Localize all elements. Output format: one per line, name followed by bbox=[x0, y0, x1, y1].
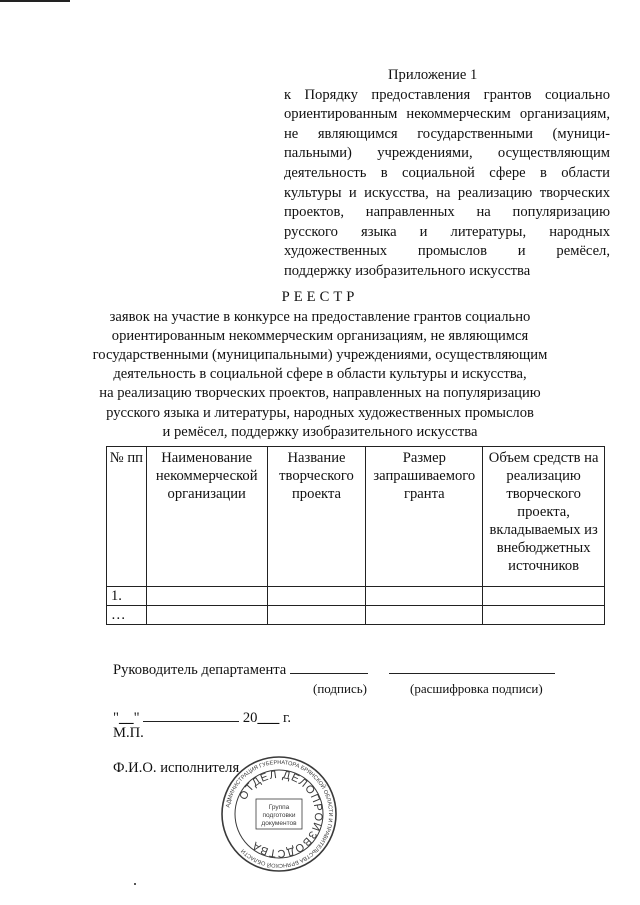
col-header-extra-funds: Объем средств на реализацию творческого проекта, вкладываемых из внебюджетных источников bbox=[483, 447, 605, 587]
date-quote: " bbox=[133, 710, 140, 726]
date-year-prefix: 20 bbox=[242, 710, 258, 726]
table-cell bbox=[366, 587, 483, 606]
signature-label: Руководитель департамента bbox=[113, 662, 287, 678]
registry-title: РЕЕСТР bbox=[281, 289, 359, 305]
decode-caption: (расшифровка подписи) bbox=[410, 681, 543, 696]
registry-line: заявок на участие в конкурсе на предоставление грантов социально bbox=[109, 309, 531, 326]
date-quote: " bbox=[113, 710, 119, 726]
table-cell bbox=[483, 606, 605, 625]
top-rule bbox=[0, 0, 70, 2]
registry-line: русского языка и литературы, народных художественных промыслов bbox=[106, 404, 534, 421]
signature-decode-blank bbox=[389, 659, 555, 674]
date-line bbox=[113, 707, 291, 727]
executor-label: Ф.И.О. исполнителя bbox=[113, 760, 240, 776]
signature-blank bbox=[290, 659, 368, 674]
official-stamp bbox=[220, 755, 338, 873]
table-cell bbox=[267, 606, 366, 625]
date-suffix: г. bbox=[282, 710, 291, 726]
date-day-blank: __ bbox=[118, 710, 134, 726]
appendix-line: русского языка и литературы, народных bbox=[284, 223, 610, 240]
registry-line: ориентированным некоммерческим организациям, не являющимся bbox=[111, 328, 529, 345]
stamp-center-line: документов bbox=[261, 820, 297, 827]
appendix-line: не являющимся государственными (муници- bbox=[284, 125, 610, 142]
appendix-line: пальными) учреждениями, осуществляющим bbox=[284, 145, 610, 162]
appendix-line: деятельность в социальной сфере в области bbox=[284, 164, 610, 181]
stamp-center-line: подготовки bbox=[262, 812, 296, 819]
table-cell bbox=[146, 587, 267, 606]
scan-speck bbox=[134, 883, 136, 885]
appendix-line: к Порядку предоставления грантов социально bbox=[284, 86, 610, 103]
table-row bbox=[107, 587, 605, 606]
signature-line bbox=[113, 659, 555, 679]
col-header-number: № пп bbox=[107, 447, 147, 587]
appendix-line: поддержку изобразительного искусства bbox=[284, 262, 531, 279]
registry-line: государственными (муниципальными) учреждениями, осуществляющим bbox=[92, 347, 548, 364]
table-cell: … bbox=[107, 606, 147, 625]
registry-heading bbox=[80, 288, 560, 442]
appendix-header bbox=[284, 66, 610, 282]
appendix-title: Приложение 1 bbox=[388, 67, 478, 83]
table-cell: 1. bbox=[107, 587, 147, 606]
stamp-center-line: Группа bbox=[268, 804, 290, 811]
appendix-line: культуры и искусства, на реализацию творческих bbox=[284, 184, 610, 201]
stamp-outer-text: АДМИНИСТРАЦИЯ ГУБЕРНАТОРА БРЯНСКОЙ ОБЛАСТИ И ПРАВИТЕЛЬСТВА БРЯНСКОЙ ОБЛАСТИ bbox=[225, 759, 334, 869]
table-cell bbox=[146, 606, 267, 625]
table-cell bbox=[366, 606, 483, 625]
registry-line: и ремёсел, поддержку изобразительного искусства bbox=[162, 423, 478, 440]
table-row bbox=[107, 606, 605, 625]
table-cell bbox=[483, 587, 605, 606]
registry-line: деятельность в социальной сфере в области культуры и искусства, bbox=[113, 366, 527, 383]
registry-table bbox=[106, 446, 605, 625]
date-month-blank bbox=[143, 707, 239, 722]
signature-caption: (подпись) bbox=[313, 681, 367, 696]
appendix-line: художественных промыслов и ремёсел, bbox=[284, 243, 610, 260]
col-header-project: Название творческого проекта bbox=[267, 447, 366, 587]
registry-line: на реализацию творческих проектов, направленных на популяризацию bbox=[99, 385, 541, 402]
col-header-grant-size: Размер запрашиваемого гранта bbox=[366, 447, 483, 587]
stamp-inner-text: ОТДЕЛ ДЕЛОПРОИЗВОДСТВА bbox=[237, 768, 325, 860]
col-header-organization: Наименование некоммерческой организации bbox=[146, 447, 267, 587]
appendix-line: проектов, направленных на популяризацию bbox=[284, 204, 610, 221]
appendix-line: ориентированным некоммерческим организациям, bbox=[284, 106, 610, 123]
table-header-row bbox=[107, 447, 605, 587]
table-cell bbox=[267, 587, 366, 606]
date-year-blank: ___ bbox=[257, 710, 280, 726]
stamp-place-label: М.П. bbox=[113, 725, 144, 741]
